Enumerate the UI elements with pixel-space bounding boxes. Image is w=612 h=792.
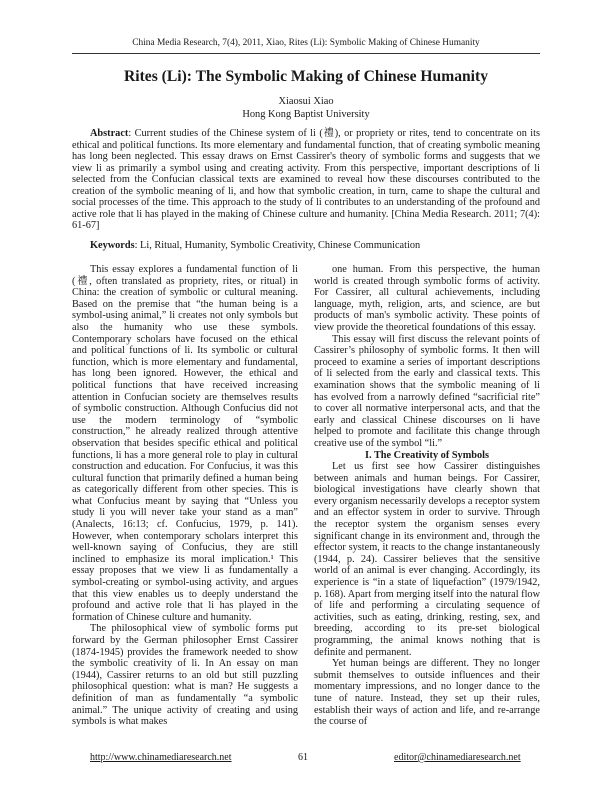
running-head: China Media Research, 7(4), 2011, Xiao, Rites (Li): Symbolic Making of Chinese Humanity [132, 38, 480, 48]
keywords-text: : Li, Ritual, Humanity, Symbolic Creativity, Chinese Communication [134, 240, 421, 251]
body-paragraph: This essay explores a fundamental function of li (禮, often translated as propriety, rites, or ritual) in China: the creation of symbolic or cultural meaning. Based on the premise that “the human being is a symbol-using animal,” li creates not only symbols but also the humanity who use these symbols. Contemporary scholars have focused on the ethical and political functions of li. Its symbolic or cultural function, which is more elementary and fundamental, has long been ignored. However, the ethical and political functions that have received increasing attention in Confucian society are themselves results of symbolic construction. Although Confucius did not use the modern terminology of “symbolic construction,” he already realized through attentive observation that besides specific ethical and political functions, li has a more general role to play in cultural construction and education. For Confucius, it was this cultural function that primarily defined a human being as categorically different from other species. This is what Confucius meant by saying that “Unless you study li you will never take your stand as a man” (Analects, 16:13; cf. Confucius, 1979, p. 141). However, when contemporary scholars interpret this well-known saying of Confucius, they are still inclined to emphasize its moral implication.¹ This essay proposes that we view li as fundamentally a symbol-creating or symbol-using activity, and argues that this view enables us to deeply understand the profound and active role that li has played in the formation of Chinese culture and humanity. [72, 264, 298, 623]
footer-email-link[interactable]: editor@chinamediaresearch.net [394, 752, 521, 763]
author-affiliation: Hong Kong Baptist University [242, 109, 370, 120]
keywords-label: Keywords [90, 240, 135, 251]
author-name: Xiaosui Xiao [278, 96, 334, 107]
body-paragraph: one human. From this perspective, the human world is created through symbolic forms of activity. For Cassirer, all cultural achievements, including language, myth, religion, arts, and science, are but products of man's symbolic activity. These points of view provide the theoretical foundations of this essay. [314, 264, 540, 333]
header-rule [72, 53, 540, 54]
body-paragraph: Let us first see how Cassirer distinguishes between animals and human beings. For Cassirer, biological investigations have clearly shown that every organism necessarily develops a receptor system and an effector system in order to survive. Through the receptor system the organism senses every significant change in its environment and, through the effector system, it reacts to the change instantaneously (1944, p. 24). Cassirer believes that the sensitive world of an animal is ever changing. Accordingly, its experience is “in a state of liquefaction” (1979/1942, p. 168). Apart from merging itself into the natural flow of life and performing a circulating sequence of activities, such as eating, drinking, resting, sex, and breeding, according to its pre-set biological programming, the animal knows nothing that is definite and permanent. [314, 461, 541, 658]
abstract-text: : Current studies of the Chinese system of li (禮), or propriety or rites, tend to concentrate on its ethical and political functions. Its more elementary and fundamental function, that of creating symbolic meaning has long been neglected. This essay draws on Ernst Cassirer's theory of symbolic forms and suggests that we view li as primarily a symbol using and creating activity. From this perspective, important descriptions of li selected from the Confucian classical texts are examined to reveal how these discourses contributed to the creation of the symbolic meaning of li, and how that symbolic creation, in turn, came to shape the cultural and social processes of the time. This approach to the study of li contributes to an understanding of the profound and active role that li has played in the making of Chinese culture and humanity. [China Media Research. 2011; 7(4): 61-67] [72, 128, 540, 231]
body-paragraph: Yet human beings are different. They no longer submit themselves to outside influences and their momentary impressions, and no longer dance to the tune of nature. Instead, they set up their rules, establish their ways of action and life, and re-arrange the course of [314, 658, 540, 728]
body-paragraph: The philosophical view of symbolic forms put forward by the German philosopher Ernst Cassirer (1874-1945) provides the framework needed to show the symbolic creativity of li. In An essay on man (1944), Cassirer returns to an old but still puzzling philosophical question: what is man? He suggests a definition of man as fundamentally “a symbolic animal.” The unique activity of creating and using symbols is what makes [72, 623, 298, 728]
left-column [72, 264, 298, 728]
abstract [72, 128, 540, 232]
footer-url-link[interactable]: http://www.chinamediaresearch.net [90, 752, 232, 763]
abstract-label: Abstract [90, 128, 129, 139]
body-paragraph: This essay will first discuss the relevant points of Cassirer’s philosophy of symbolic forms. It then will proceed to examine a series of important descriptions of li selected from the early and classical texts. This examination shows that the symbolic meaning of li has evolved from a narrowly defined “sacrificial rite” to cover all normative interpersonal acts, and that the early and classical Chinese discourses on li have helped to promote and facilitate this change through creative use of the symbol “li.” [314, 333, 540, 449]
section-heading: I. The Creativity of Symbols [364, 449, 490, 461]
right-column [314, 264, 540, 728]
keywords [90, 240, 540, 251]
page-number: 61 [298, 752, 308, 763]
paper-title: Rites (Li): The Symbolic Making of Chinese Humanity [123, 68, 489, 85]
